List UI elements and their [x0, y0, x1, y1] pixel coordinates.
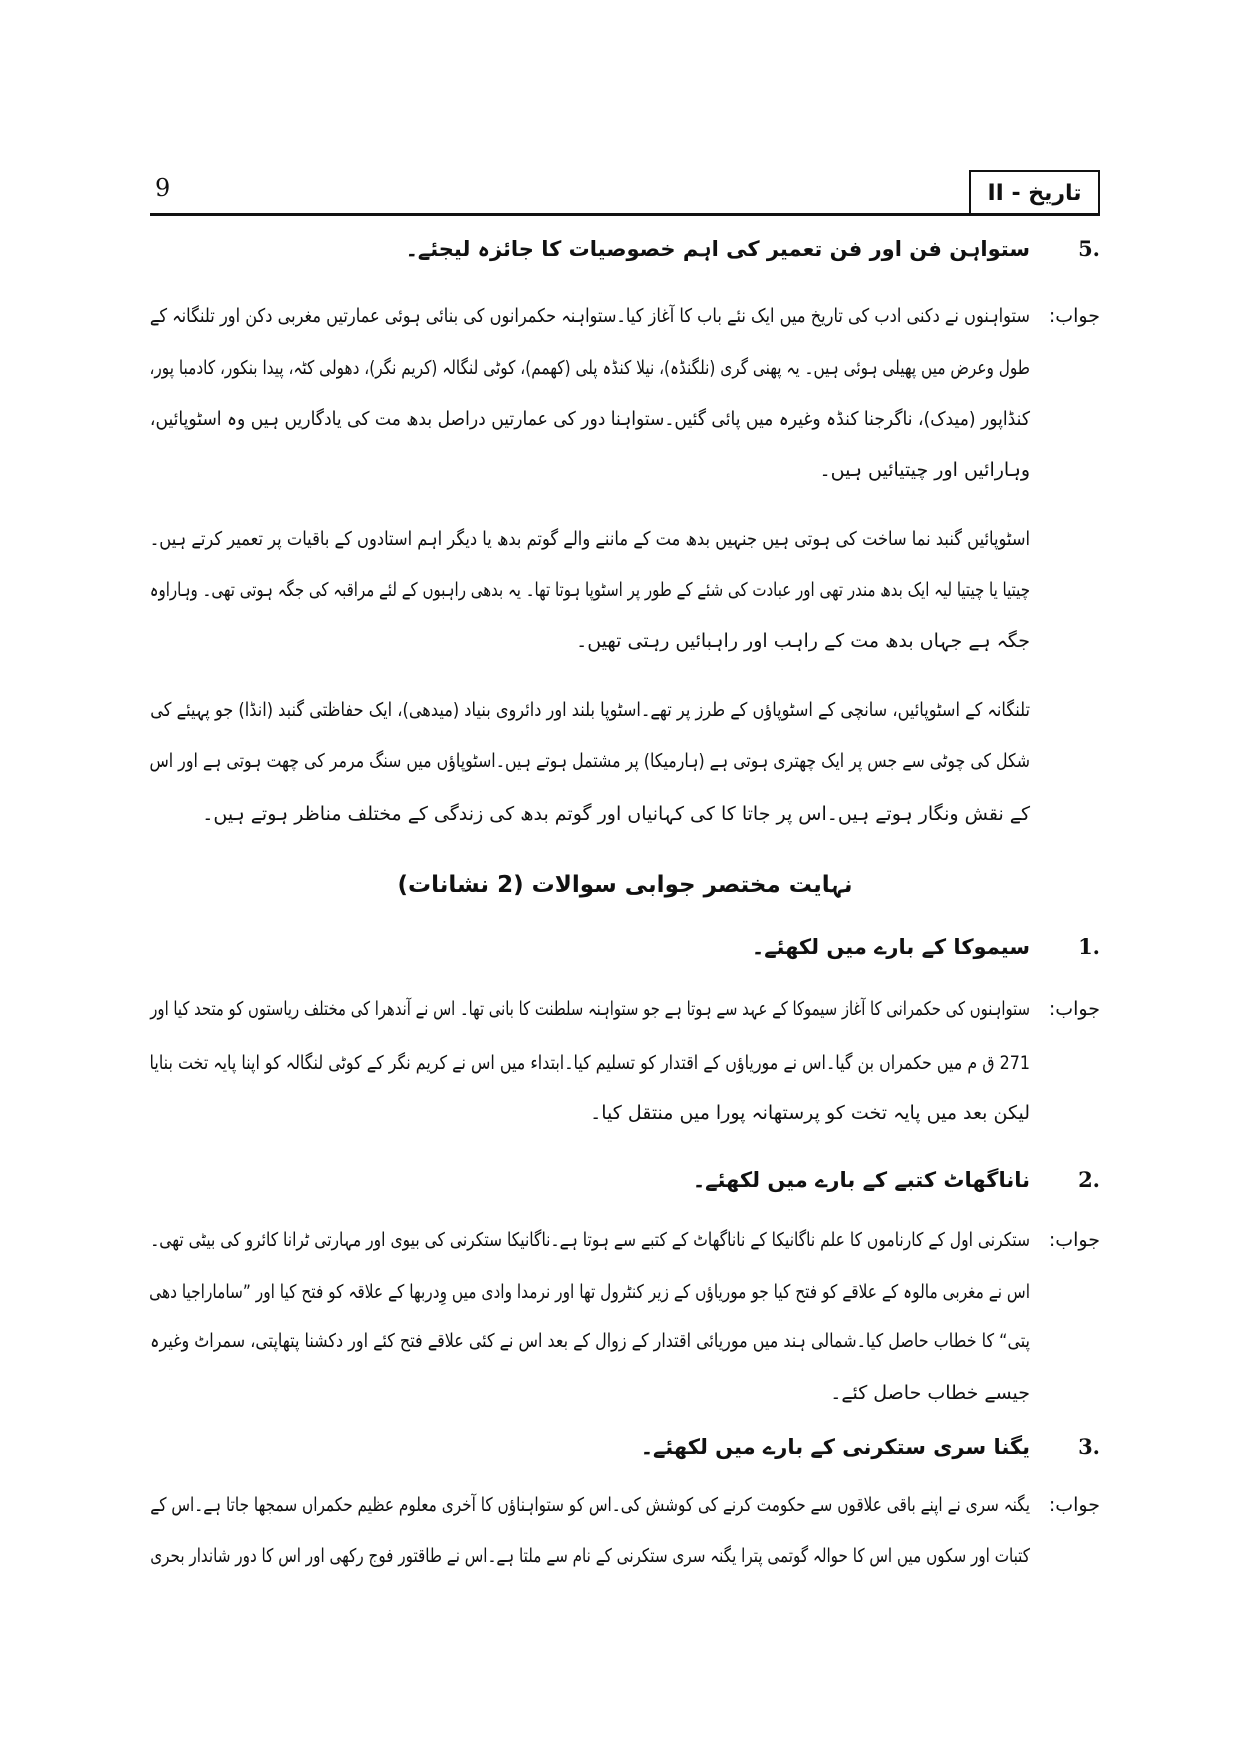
answer-line: لیکن بعد میں پایہ تخت کو پرستھانہ پورا میں منتقل کیا۔ [590, 1102, 1030, 1124]
answer-line: جگہ ہے جہاں بدھ مت کے راہب اور راہبائیں رہتی تھیں۔ [576, 630, 1030, 652]
question-text: ستواہن فن اور فن تعمیر کی اہم خصوصیات کا جائزہ لیجئے۔ [405, 237, 1030, 261]
answer-line: جیسے خطاب حاصل کئے۔ [830, 1382, 1030, 1404]
answer-line: ستواہنوں کی حکمرانی کا آغاز سیموکا کے عہد سے ہوتا ہے جو ستواہنہ سلطنت کا بانی تھا۔ اس نے آندھرا کی مختلف ریاستوں کو متحد کیا اور [150, 998, 1031, 1020]
answer-line: ستواہنوں نے دکنی ادب کی تاریخ میں ایک نئے باب کا آغاز کیا۔ستواہنہ حکمرانوں کی بنائی ہوئی عمارتیں مغربی دکن اور تلنگانہ کے [149, 305, 1030, 327]
answer-line: چیتیا یا چیتیا لیہ ایک بدھ مندر تھی اور عبادت کی شئے کے طور پر اسٹوپا ہوتا تھا۔ یہ بدھی راہبوں کے لئے مراقبہ کی جگہ ہوتی تھی۔ وہاراوہ [149, 579, 1031, 601]
section-title: نہایت مختصر جوابی سوالات (2 نشانات) [397, 872, 853, 898]
answer-line: اسٹوپائیں گنبد نما ساخت کی ہوتی ہیں جنہیں بدھ مت کے ماننے والے گوتم بدھ یا دیگر اہم استادوں کے باقیات پر تعمیر کرتے ہیں۔ [149, 528, 1030, 550]
answer-line: یگنہ سری نے اپنے باقی علاقوں سے حکومت کرنے کی کوشش کی۔اس کو ستواہناؤں کا آخری معلوم عظیم حکمراں سمجھا جاتا ہے۔اس کے [150, 1494, 1030, 1516]
question-number: 5. [1078, 236, 1100, 261]
header-rule [150, 213, 1100, 216]
answer-line: تلنگانہ کے اسٹوپائیں، سانچی کے اسٹوپاؤں کے طرز پر تھے۔اسٹوپا بلند اور دائروی بنیاد (میدھی)، ایک حفاظتی گنبد (انڈا) جو پہیئے کی [150, 699, 1030, 721]
answer-label: جواب: [1048, 305, 1100, 327]
question-number: 2. [1078, 1167, 1100, 1192]
question-number: 3. [1078, 1434, 1100, 1459]
answer-line: طول وعرض میں پھیلی ہوئی ہیں۔ یہ پھنی گری (نلگنڈہ)، نیلا کنڈہ پلی (کھمم)، کوٹی لنگالہ (کریم نگر)، دھولی کٹہ، پیدا بنکور، کادمبا پور، [149, 357, 1030, 379]
answer-line: شکل کی چوٹی سے جس پر ایک چھتری ہوتی ہے (ہارمیکا) پر مشتمل ہوتے ہیں۔اسٹوپاؤں میں سنگ مرمر کی چھت ہوتی ہے اور اس [149, 750, 1031, 772]
answer-line: کتبات اور سکوں میں اس کا حوالہ گوتمی پترا یگنہ سری ستکرنی کے نام سے ملتا ہے۔اس نے طاقتور فوج رکھی اور اس کا دور شاندار بحری [150, 1545, 1030, 1567]
answer-line: کنڈاپور (میدک)، ناگرجنا کنڈہ وغیرہ میں پائی گئیں۔ستواہنا دور کی عمارتیں دراصل بدھ مت کی یادگاریں ہیں وہ اسٹوپائیں، [149, 408, 1031, 430]
answer-label: جواب: [1048, 998, 1100, 1020]
answer-line: ستکرنی اول کے کارناموں کا علم ناگانیکا کے ناناگھاٹ کے کتبے سے ہوتا ہے۔ناگانیکا ستکرنی کی بیوی اور مہارتی ٹرانا کائرو کی بیٹی تھی۔ [150, 1229, 1031, 1251]
answer-label: جواب: [1048, 1494, 1100, 1516]
question-number: 1. [1078, 934, 1100, 959]
answer-line: 271 ق م میں حکمراں بن گیا۔اس نے موریاؤں کے اقتدار کو تسلیم کیا۔ابتداء میں اس نے کریم نگر کے کوٹی لنگالہ کو اپنا پایہ تخت بنایا [149, 1052, 1030, 1074]
answer-line: پتی“ کا خطاب حاصل کیا۔شمالی ہند میں موریائی اقتدار کے زوال کے بعد اس نے کئی علاقے فتح کئے اور دکشنا پتھاپتی، سمراٹ وغیرہ [150, 1330, 1030, 1352]
answer-line: اس نے مغربی مالوہ کے علاقے کو فتح کیا جو موریاؤں کے زیر کنٹرول تھا اور نرمدا وادی میں وِدربھا کے علاقہ کو فتح کیا اور ”ساماراجیا دھی [149, 1281, 1031, 1303]
answer-label: جواب: [1048, 1229, 1100, 1251]
question-text: یگنا سری ستکرنی کے بارے میں لکھئے۔ [640, 1435, 1030, 1459]
answer-line: کے نقش ونگار ہوتے ہیں۔اس پر جاتا کا کی کہانیاں اور گوتم بدھ کی زندگی کے مختلف مناظر ہوتے ہیں۔ [202, 803, 1030, 825]
answer-line: وہارائیں اور چیتیائیں ہیں۔ [819, 459, 1030, 481]
question-text: سیموکا کے بارے میں لکھئے۔ [751, 935, 1030, 959]
subject-header-box: تاریخ - II [969, 170, 1100, 216]
question-text: ناناگھاٹ کتبے کے بارے میں لکھئے۔ [692, 1168, 1030, 1192]
page-number: 9 [155, 174, 171, 202]
